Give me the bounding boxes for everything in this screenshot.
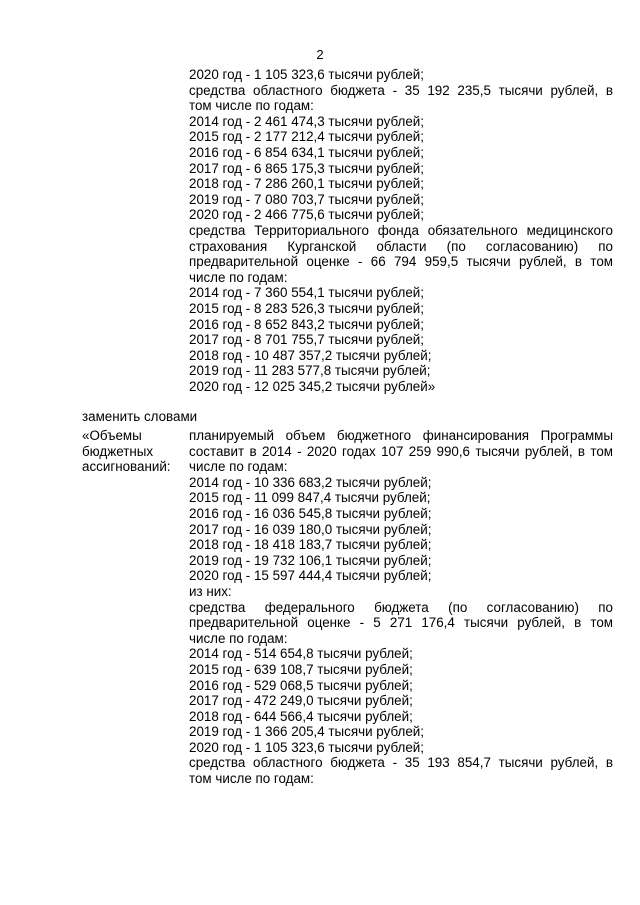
top-block-line: 2018 год - 7 286 260,1 тысячи рублей; <box>189 176 424 192</box>
bottom-block-line: 2019 год - 19 732 106,1 тысячи рублей; <box>189 552 432 568</box>
bottom-block-line: том числе по годам: <box>189 771 314 787</box>
bottom-block-line: 2016 год - 16 036 545,8 тысячи рублей; <box>189 505 432 521</box>
page-number: 2 <box>316 47 324 62</box>
bottom-block-line: 2018 год - 644 566,4 тысячи рублей; <box>189 708 413 724</box>
top-block-line: числе по годам: <box>189 269 288 285</box>
top-block-line: 2019 год - 7 080 703,7 тысячи рублей; <box>189 191 424 207</box>
bottom-block-line: планируемый объем бюджетного финансирования Программы <box>189 428 613 443</box>
top-block-line: страхования Курганской области (по согласованию) по <box>189 238 613 254</box>
top-block-line: 2014 год - 2 461 474,3 тысячи рублей; <box>189 113 424 129</box>
top-block-line: 2015 год - 2 177 212,4 тысячи рублей; <box>189 129 424 145</box>
bottom-block-line: 2017 год - 472 249,0 тысячи рублей; <box>189 693 413 709</box>
top-block-line: 2020 год - 2 466 775,6 тысячи рублей; <box>189 207 424 223</box>
top-block-line: 2016 год - 6 854 634,1 тысячи рублей; <box>189 144 424 160</box>
top-block-line: предварительной оценке - 66 794 959,5 тысячи рублей, в том <box>189 254 613 270</box>
bottom-text-block <box>189 428 613 787</box>
budget-label-line: «Объемы <box>82 428 142 443</box>
bottom-block-line: 2014 год - 514 654,8 тысячи рублей; <box>189 646 413 662</box>
bottom-block-line: 2020 год - 15 597 444,4 тысячи рублей; <box>189 568 432 584</box>
top-block-line: средства областного бюджета - 35 192 235,5 тысячи рублей, в <box>189 82 613 98</box>
bottom-block-line: из них: <box>189 583 232 599</box>
bottom-block-line: предварительной оценке - 5 271 176,4 тысячи рублей, в том <box>189 615 613 631</box>
bottom-block-line: числе по годам: <box>189 630 288 646</box>
top-block-line: 2020 год - 1 105 323,6 тысячи рублей; <box>189 67 424 82</box>
top-block-line: 2018 год - 10 487 357,2 тысячи рублей; <box>189 347 432 363</box>
bottom-block-line: 2017 год - 16 039 180,0 тысячи рублей; <box>189 521 432 537</box>
bottom-block-line: 2015 год - 639 108,7 тысячи рублей; <box>189 661 413 677</box>
top-block-line: 2020 год - 12 025 345,2 тысячи рублей» <box>189 378 436 394</box>
top-block-line: 2017 год - 8 701 755,7 тысячи рублей; <box>189 332 424 348</box>
replace-phrase: заменить словами <box>82 409 198 424</box>
top-block-line: 2017 год - 6 865 175,3 тысячи рублей; <box>189 160 424 176</box>
bottom-block-line: числе по годам: <box>189 459 288 475</box>
top-text-block <box>189 67 613 394</box>
budget-label-line: ассигнований: <box>82 459 171 475</box>
top-block-line: 2016 год - 8 652 843,2 тысячи рублей; <box>189 316 424 332</box>
bottom-block-line: 2016 год - 529 068,5 тысячи рублей; <box>189 677 413 693</box>
bottom-block-line: средства областного бюджета - 35 193 854,7 тысячи рублей, в <box>189 755 613 771</box>
top-block-line: том числе по годам: <box>189 98 314 114</box>
bottom-block-line: 2020 год - 1 105 323,6 тысячи рублей; <box>189 739 424 755</box>
budget-label <box>82 428 182 475</box>
bottom-block-line: 2015 год - 11 099 847,4 тысячи рублей; <box>189 490 431 506</box>
bottom-block-line: 2018 год - 18 418 183,7 тысячи рублей; <box>189 537 432 553</box>
top-block-line: средства Территориального фонда обязательного медицинского <box>189 222 613 238</box>
top-block-line: 2014 год - 7 360 554,1 тысячи рублей; <box>189 285 424 301</box>
top-block-line: 2019 год - 11 283 577,8 тысячи рублей; <box>189 363 431 379</box>
bottom-block-line: 2014 год - 10 336 683,2 тысячи рублей; <box>189 474 432 490</box>
top-block-line: 2015 год - 8 283 526,3 тысячи рублей; <box>189 300 424 316</box>
budget-label-line: бюджетных <box>82 443 154 459</box>
bottom-block-line: составит в 2014 - 2020 годах 107 259 990,6 тысячи рублей, в том <box>189 443 613 459</box>
bottom-block-line: средства федерального бюджета (по согласованию) по <box>189 599 613 615</box>
bottom-block-line: 2019 год - 1 366 205,4 тысячи рублей; <box>189 724 424 740</box>
